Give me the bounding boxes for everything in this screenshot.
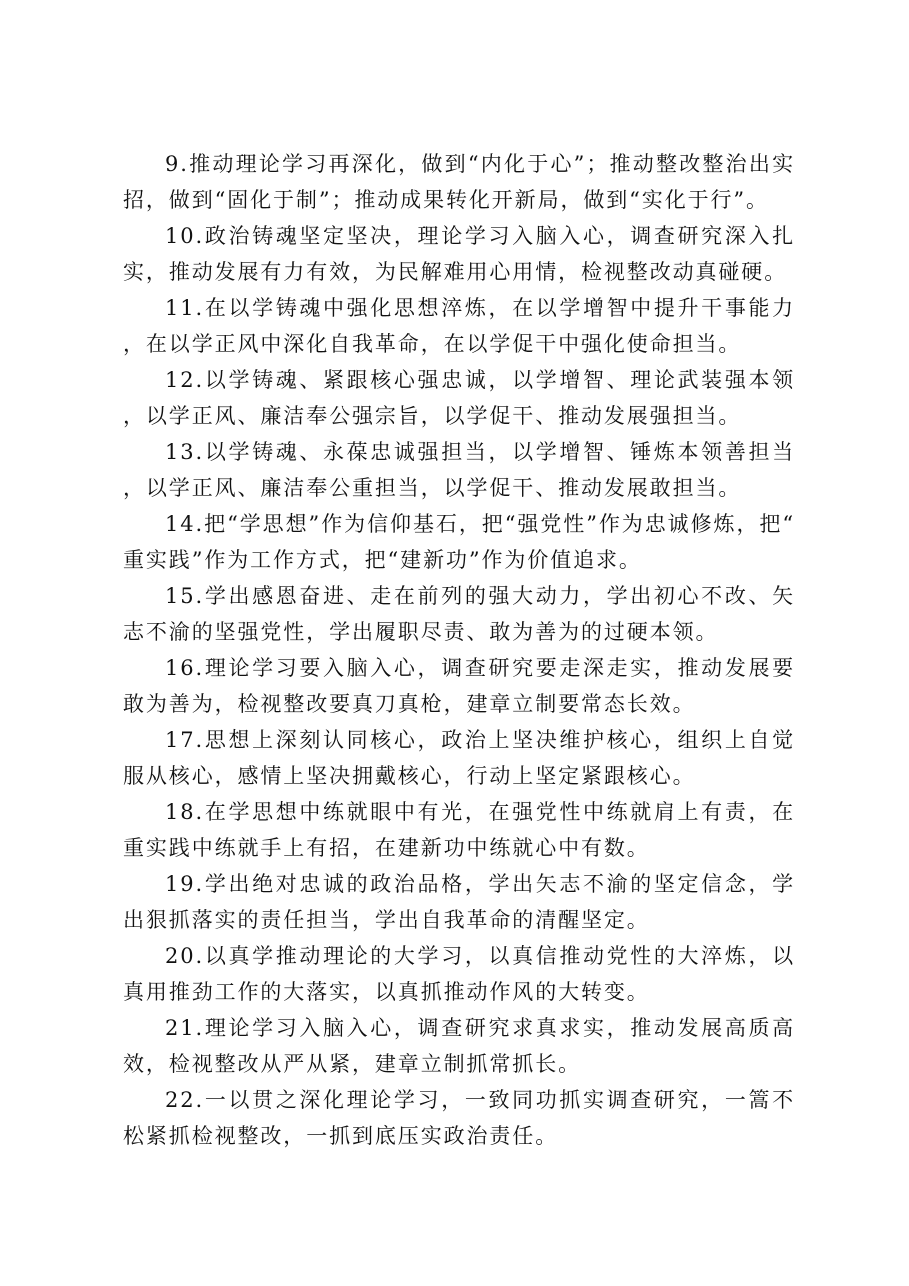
- paragraph-18: 18.在学思想中练就眼中有光，在强党性中练就肩上有责，在重实践中练就手上有招，在建新功中练就心中有数。: [123, 800, 795, 860]
- paragraph-19: 19.学出绝对忠诚的政治品格，学出矢志不渝的坚定信念，学出狠抓落实的责任担当，学出自我革命的清醒坚定。: [123, 872, 795, 932]
- paragraph-10: 10.政治铸魂坚定坚决，理论学习入脑入心，调查研究深入扎实，推动发展有力有效，为民解难用心用情，检视整改动真碰硬。: [123, 224, 795, 284]
- paragraph-11: 11.在以学铸魂中强化思想淬炼，在以学增智中提升干事能力，在以学正风中深化自我革命，在以学促干中强化使命担当。: [123, 296, 795, 356]
- paragraph-15: 15.学出感恩奋进、走在前列的强大动力，学出初心不改、矢志不渝的坚强党性，学出履职尽责、敢为善为的过硬本领。: [123, 584, 795, 644]
- document-page: [123, 146, 795, 1154]
- paragraph-12: 12.以学铸魂、紧跟核心强忠诚，以学增智、理论武装强本领，以学正风、廉洁奉公强宗旨，以学促干、推动发展强担当。: [123, 368, 795, 428]
- paragraph-14: 14.把“学思想”作为信仰基石，把“强党性”作为忠诚修炼，把“重实践”作为工作方式，把“建新功”作为价值追求。: [123, 512, 795, 572]
- paragraph-13: 13.以学铸魂、永葆忠诚强担当，以学增智、锤炼本领善担当，以学正风、廉洁奉公重担当，以学促干、推动发展敢担当。: [123, 440, 795, 500]
- paragraph-20: 20.以真学推动理论的大学习，以真信推动党性的大淬炼，以真用推劲工作的大落实，以真抓推动作风的大转变。: [123, 944, 795, 1004]
- paragraph-21: 21.理论学习入脑入心，调查研究求真求实，推动发展高质高效，检视整改从严从紧，建章立制抓常抓长。: [123, 1016, 795, 1076]
- paragraph-17: 17.思想上深刻认同核心，政治上坚决维护核心，组织上自觉服从核心，感情上坚决拥戴核心，行动上坚定紧跟核心。: [123, 728, 795, 788]
- paragraph-9: 9.推动理论学习再深化，做到“内化于心”；推动整改整治出实招，做到“固化于制”；推动成果转化开新局，做到“实化于行”。: [123, 152, 795, 212]
- paragraph-16: 16.理论学习要入脑入心，调查研究要走深走实，推动发展要敢为善为，检视整改要真刀真枪，建章立制要常态长效。: [123, 656, 795, 716]
- paragraph-22: 22.一以贯之深化理论学习，一致同功抓实调查研究，一篙不松紧抓检视整改，一抓到底压实政治责任。: [123, 1088, 795, 1148]
